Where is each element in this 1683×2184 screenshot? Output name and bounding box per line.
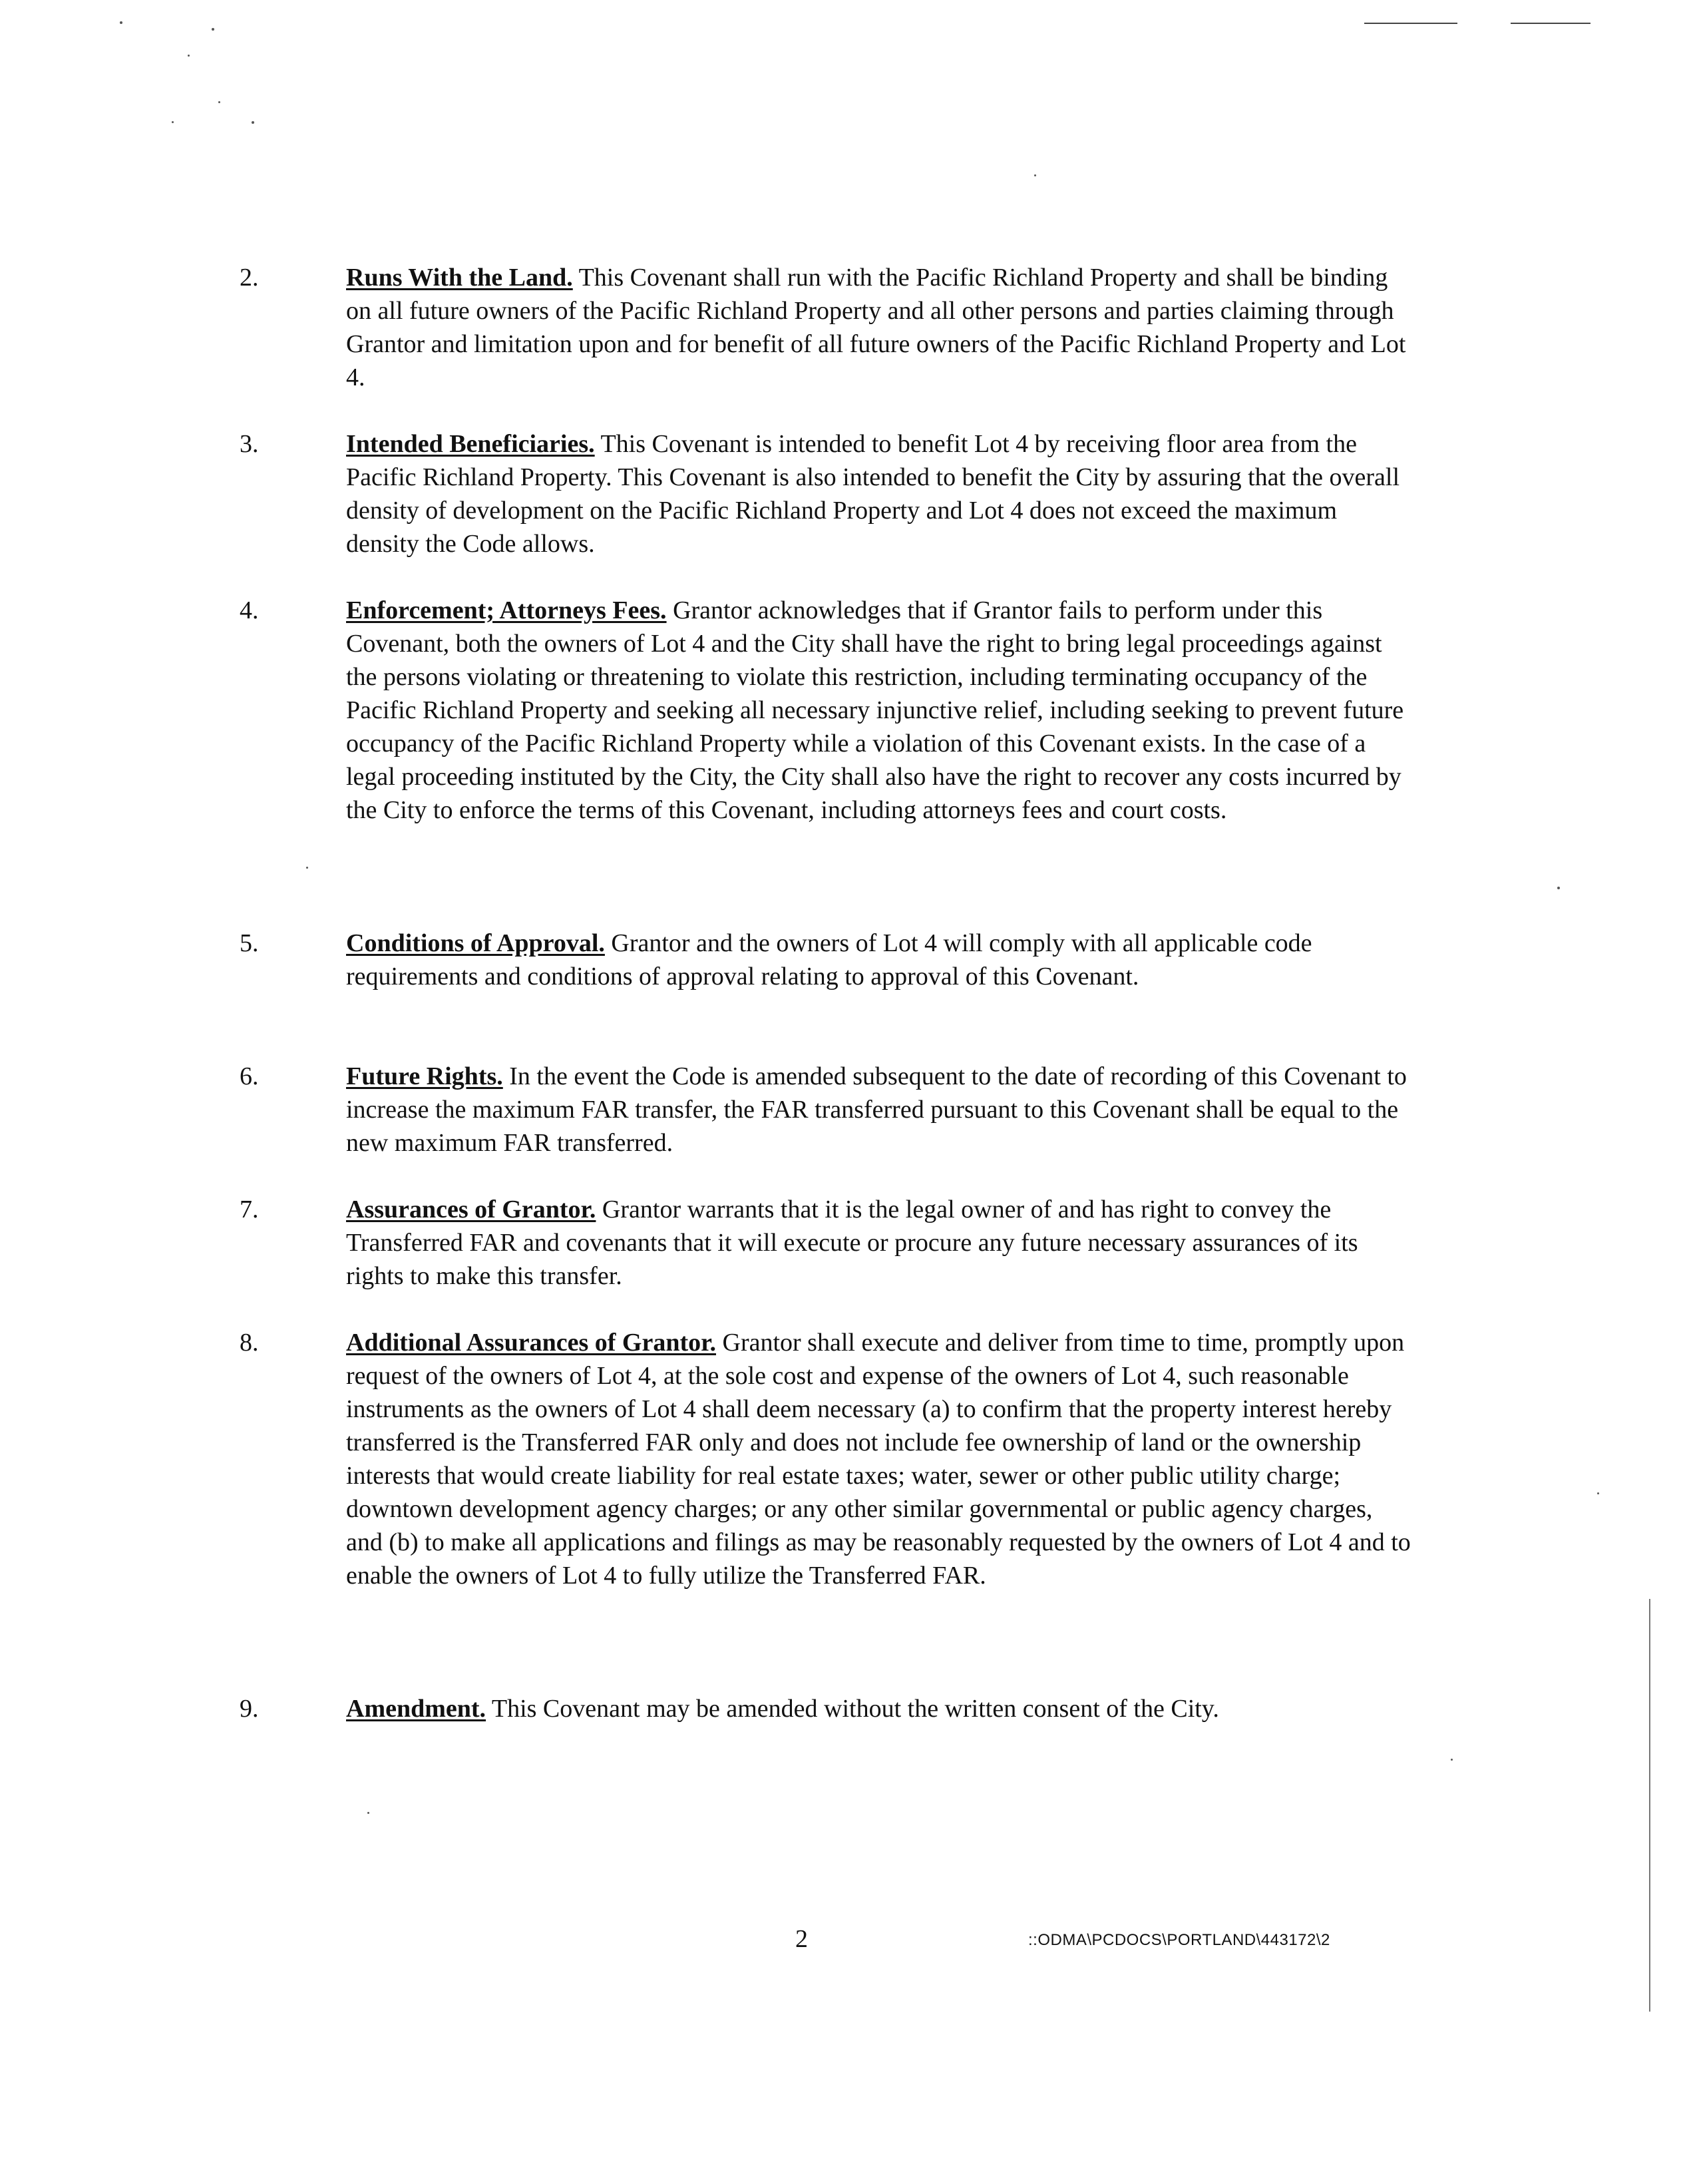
clause-number: 7.	[240, 1196, 259, 1223]
page-number: 2	[795, 1925, 808, 1953]
clause-number: 5.	[240, 929, 259, 957]
clause-body	[346, 594, 1411, 827]
scan-edge-mark	[1364, 23, 1457, 24]
clause-body	[346, 1060, 1411, 1160]
clause-body	[346, 261, 1411, 394]
clause-number: 4.	[240, 596, 259, 624]
clause-text: In the event the Code is amended subsequent to the date of recording of this Covenant to increase the maximum FAR transfer, the FAR transferred pursuant to this Covenant shall be equal to the new maximum FAR transferred.	[346, 1062, 1407, 1157]
clause-body	[346, 927, 1411, 993]
clause-text: Grantor and the owners of Lot 4 will comply with all applicable code requirements and conditions of approval relating to approval of this Covenant.	[346, 929, 1312, 990]
clause-body	[346, 427, 1411, 560]
clause-heading: Intended Beneficiaries.	[346, 430, 595, 458]
clause-heading: Amendment.	[346, 1695, 486, 1723]
clause-number: 6.	[240, 1062, 259, 1090]
clause-number: 2.	[240, 264, 259, 292]
scan-speck	[188, 55, 190, 57]
clause-text: This Covenant shall run with the Pacific Richland Property and shall be binding on all future owners of the Pacific Richland Property and all other persons and parties claiming through Grantor and limitation upon and for benefit of all future owners of the Pacific Richland Property and Lot 4.	[346, 264, 1406, 391]
scan-speck	[172, 121, 174, 123]
clause-text: Grantor shall execute and deliver from time to time, promptly upon request of the owners of Lot 4, at the sole cost and expense of the owners of Lot 4, such reasonable instruments as the owners of Lot 4 shall deem necessary (a) to confirm that the property interest hereby transferred is the Transferred FAR only and does not include fee ownership of land or the ownership interests that would create liability for real estate taxes; water, sewer or other public utility charge; downtown development agency charges; or any other similar governmental or public agency charges, and (b) to make all applications and filings as may be reasonably requested by the owners of Lot 4 and to enable the owners of Lot 4 to fully utilize the Transferred FAR.	[346, 1329, 1411, 1590]
scan-speck	[306, 867, 308, 869]
scan-speck	[1451, 1759, 1453, 1761]
scan-speck	[252, 121, 254, 124]
clause-text: This Covenant may be amended without the written consent of the City.	[491, 1695, 1219, 1723]
clause-body	[346, 1193, 1411, 1293]
clause-heading: Runs With the Land.	[346, 264, 573, 292]
scan-speck	[120, 21, 122, 24]
clause-number: 9.	[240, 1695, 259, 1723]
clause-text: This Covenant is intended to benefit Lot 4 by receiving floor area from the Pacific Richland Property. This Covenant is also intended to benefit the City by assuring that the overall density of development on the Pacific Richland Property and Lot 4 does not exceed the maximum density the Code allows.	[346, 430, 1400, 558]
scan-speck	[212, 28, 214, 31]
clause-heading: Assurances of Grantor.	[346, 1196, 596, 1223]
clause-text: Grantor acknowledges that if Grantor fails to perform under this Covenant, both the owners of Lot 4 and the City shall have the right to bring legal proceedings against the persons violating or threatening to violate this restriction, including terminating occupancy of the Pacific Richland Property and seeking all necessary injunctive relief, including seeking to prevent future occupancy of the Pacific Richland Property while a violation of this Covenant exists. In the case of a legal proceeding instituted by the City, the City shall also have the right to recover any costs incurred by the City to enforce the terms of this Covenant, including attorneys fees and court costs.	[346, 596, 1404, 824]
scan-speck	[1034, 174, 1036, 176]
scan-speck	[1557, 887, 1560, 889]
clause-heading: Enforcement; Attorneys Fees.	[346, 596, 667, 624]
scan-speck	[1597, 1492, 1599, 1494]
scan-speck	[367, 1812, 369, 1814]
clause-number: 3.	[240, 430, 259, 458]
clause-body	[346, 1692, 1411, 1725]
scan-edge-mark	[1511, 23, 1590, 24]
document-reference: ::ODMA\PCDOCS\PORTLAND\443172\2	[1028, 1931, 1330, 1949]
scan-edge-mark	[1649, 1599, 1650, 2012]
clause-heading: Future Rights.	[346, 1062, 503, 1090]
clause-text: Grantor warrants that it is the legal owner of and has right to convey the Transferred FAR and covenants that it will execute or procure any future necessary assurances of its rights to make this transfer.	[346, 1196, 1358, 1290]
clause-heading: Conditions of Approval.	[346, 929, 605, 957]
clause-body	[346, 1326, 1411, 1592]
clause-number: 8.	[240, 1329, 259, 1357]
scan-speck	[218, 101, 220, 103]
clause-heading: Additional Assurances of Grantor.	[346, 1329, 716, 1357]
